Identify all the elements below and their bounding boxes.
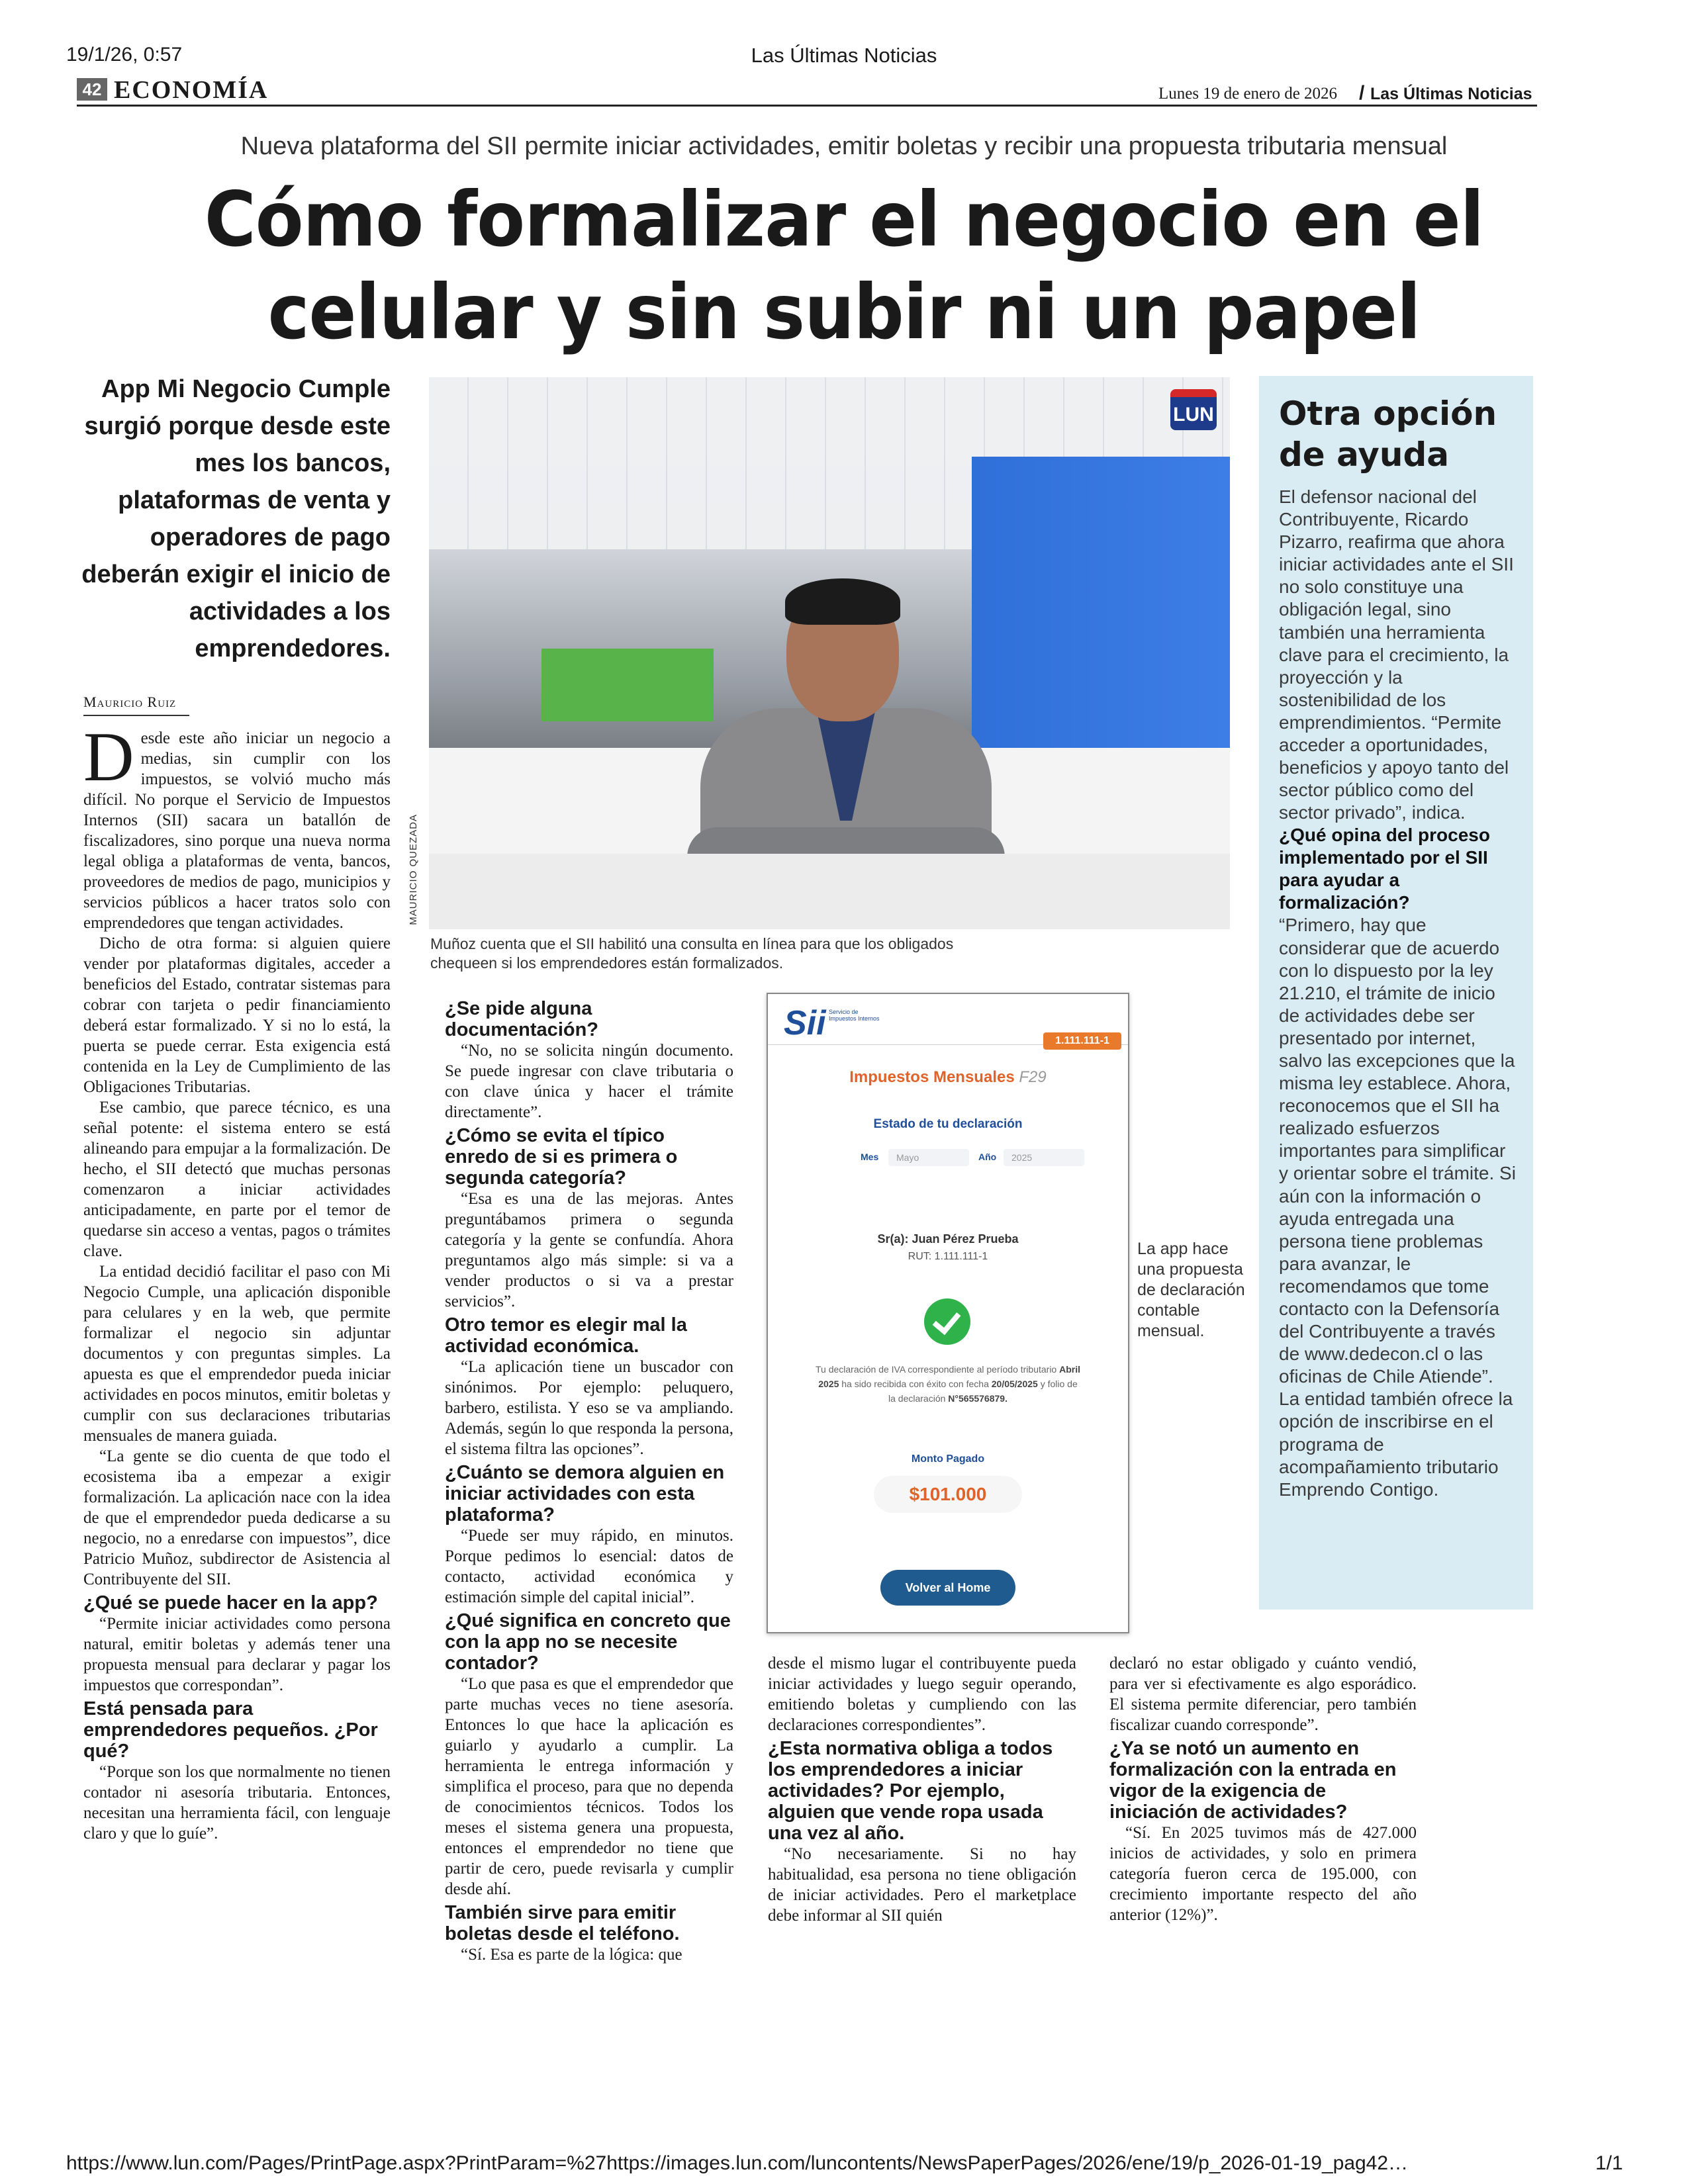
article-column-4 [1109,1653,1417,1925]
sidebar-answer: “Primero, hay que considerar que de acuerdo con lo dispuesto por la ley 21.210, el trámite de inicio de actividades debe ser presentado por internet, salvo las excepciones que la misma ley establece. Ahora, reconocemos que el SII ha realizado esfuerzos importantes para simplificar y orientar sobre el trámite. Si aún con la información o ayuda entregada una persona tiene problemas para avanzar, le recomendamos que tome contacto con la Defensoría del Contribuyente a través de www.dedecon.cl o las oficinas de Chile Atiende”. La entidad también ofrece la opción de inscribirse en el programa de acompañamiento tributario Emprendo Contigo. [1279,915,1516,1500]
interview-question: ¿Qué se puede hacer en la app? [83,1592,378,1614]
note-period: Abril 2025 [818,1364,1080,1389]
interview-answer: “Porque son los que normalmente no tienen contador ni asesoría tributaria. Entonces, necesitan una herramienta fácil, con lenguaje claro y que lo guíe”. [83,1763,391,1843]
interview-answer: “Permite iniciar actividades como persona natural, emitir boletas y además tener una propuesta mensual para declarar y pagar los impuestos que correspondan”. [83,1615,391,1694]
taxpayer-name: Sr(a): Juan Pérez Prueba [877,1232,1019,1246]
paragraph [83,718,391,933]
photo-person [700,576,992,887]
screen-title-text: Impuestos Mensuales [849,1068,1015,1086]
interview-question: Está pensada para emprendedores pequeños. ¿Por qué? [83,1698,378,1762]
article-column-1 [83,718,391,1844]
interview-question: Otro temor es elegir mal la actividad económica. [445,1314,687,1357]
paragraph: declaró no estar obligado y cuánto vendió, para ver si efectivamente es algo esporádico. El sistema permite diferenciar, pero también fiscalizar cuando corresponde”. [1109,1655,1417,1734]
byline-rule [83,715,189,716]
amount-paid-label: Monto Pagado [911,1453,985,1465]
screen-title [768,1068,1128,1087]
note-text: y folio de la declaración [888,1379,1078,1404]
sidebar-title: Otra opción de ayuda [1279,394,1497,474]
interview-answer: “Lo que pasa es que el emprendedor que parte muchas veces no tiene asesoría. Entonces lo que hace la aplicación es guiarlo y ayudarlo a cumplir. La herramienta le entrega información y simplifica el proceso, para que no dependa de conocimientos técnicos. Todos los meses el sistema genera una propuesta, entonces el emprendedor no tiene que partir de cero, puede revisarla y cumplir desde ahí. [445,1675,733,1898]
paragraph: Ese cambio, que parece técnico, es una señal potente: el sistema entero se está alineando para empujar a la formalización. De hecho, el SII detectó que muchas personas comenzaron a iniciar actividades anticipadamente, en parte por el temor de quedarse sin acceso a ventas, pagos o trámites clave. [83,1099,391,1260]
interview-question: ¿Se pide alguna documentación? [445,998,599,1040]
print-page-count: 1/1 [1595,2152,1623,2174]
byline: Mauricio Ruiz [83,694,177,710]
declaration-note [814,1362,1082,1406]
note-text: ha sido recibida con éxito con fecha [839,1379,992,1389]
section-name: ECONOMÍA [114,76,269,104]
interview-answer: “No, no se solicita ningún documento. Se puede ingresar con clave tributaria o con clave única y hacer el trámite directamente”. [445,1042,733,1121]
sidebar-body [1279,486,1517,1501]
photo-green-wall [541,649,714,721]
sii-logo: Sii [784,1004,826,1042]
interview-question: ¿Cómo se evita el típico enredo de si es primera o segunda categoría? [445,1125,678,1189]
interview-answer: “La aplicación tiene un buscador con sinónimos. Por ejemplo: peluquero, barbero, estilista. Y eso se va ampliando. Además, según lo que responda la persona, el sistema filtra las opciones”. [445,1358,733,1458]
year-select[interactable]: 2025 [1004,1149,1084,1166]
article-kicker: Nueva plataforma del SII permite iniciar actividades, emitir boletas y recibir una propuesta tributaria mensual [240,132,1448,160]
paragraph: desde el mismo lugar el contribuyente pueda iniciar actividades y luego seguir operando, emitiendo boletas y cumpliendo con las declaraciones correspondientes”. [768,1655,1076,1734]
photo-caption: Muñoz cuenta que el SII habilitó una consulta en línea para que los obligados chequeen si los emprendedores están formalizados. [430,935,954,972]
paragraph: La entidad decidió facilitar el paso con Mi Negocio Cumple, una aplicación disponible para celulares y en la web, que permite formalizar el negocio sin adjuntar documentos y con preguntas simples. La apuesta es que el emprendedor pueda iniciar actividades en pocos minutos, emitir boletas y cumplir con sus declaraciones tributarias mensuales de manera guiada. [83,1263,391,1445]
interview-answer: “Sí. Esa es parte de la lógica: que [461,1946,682,1964]
interview-question: También sirve para emitir boletas desde el teléfono. [445,1902,680,1944]
interview-answer: “Puede ser muy rápido, en minutos. Porque pedimos lo esencial: datos de contacto, actividad económica y estimación simple del capital inicial”. [445,1527,733,1606]
interview-question: ¿Cuánto se demora alguien en iniciar actividades con esta plataforma? [445,1462,725,1525]
app-screenshot [767,993,1129,1633]
paragraph-text: esde este año iniciar un negocio a medias, sin cumplir con los impuestos, se volvió mucho más difícil. No porque el Servicio de Impuestos Internos (SII) sacara un batallón de fiscalizadores, sino porque una nueva norma legal obliga a plataformas de venta, bancos, proveedores de medios de pago, municipios y servicios públicos a hacer tratos solo con emprendedores que tengan actividades. [83,729,391,932]
back-home-button[interactable]: Volver al Home [880,1570,1015,1606]
screen-subtitle: Estado de tu declaración [873,1117,1023,1131]
taxpayer-rut: RUT: 1.111.111-1 [908,1251,988,1262]
month-select[interactable]: Mayo [888,1149,969,1166]
sidebar-question: ¿Qué opina del proceso implementado por el SII para ayudar a formalización? [1279,825,1490,913]
rut-badge: 1.111.111-1 [1043,1032,1121,1050]
publication-name: Las Últimas Noticias [1370,85,1532,103]
print-url: https://www.lun.com/Pages/PrintPage.aspx?PrintParam=%27https://images.lun.com/luncontents/NewsPaperPages/2026/ene/19/p_2026-01-19_pag42… [66,2152,1409,2174]
photo-credit: MAURICIO QUEZADA [408,814,419,925]
article-column-2 [445,995,733,1965]
paragraph: “La gente se dio cuenta de que todo el ecosistema iba a empezar a exigir formalización. La aplicación nace con la idea de que el emprendedor pueda dedicarse a su negocio, no a enredarse con impuestos”, dice Patricio Muñoz, subdirector de Asistencia al Contribuyente del SII. [83,1447,391,1588]
interview-answer: “No necesariamente. Si no hay habitualidad, esa persona no tiene obligación de iniciar actividades. Pero el marketplace debe informar al SII quién [768,1845,1076,1925]
interview-answer: “Esa es una de las mejoras. Antes preguntábamos primera o segunda categoría y la gente se confundía. Ahora preguntamos algo más simple: si va a vender productos o si va a prestar servicios”. [445,1190,733,1310]
print-page-title: Las Últimas Noticias [751,44,937,67]
article-column-3 [768,1653,1076,1926]
success-check-icon [924,1298,970,1345]
print-datetime: 19/1/26, 0:57 [66,44,183,66]
lun-logo: LUN [1170,389,1217,430]
year-label: Año [978,1152,997,1162]
dropcap: D [83,718,134,796]
article-headline: Cómo formalizar el negocio en el celular y sin subir ni un papel [204,175,1484,356]
page-number: 42 [77,78,107,101]
form-code: F29 [1019,1068,1047,1086]
amount-paid-value: $101.000 [874,1476,1022,1513]
sidebar-paragraph: El defensor nacional del Contribuyente, Ricardo Pizarro, reafirma que ahora iniciar actividades ante el SII no solo constituye una obligación legal, sino también una herramienta clave para el crecimiento, la proyección y la sostenibilidad de los emprendimientos. “Permite acceder a oportunidades, beneficios y apoyo tanto del sector público como del sector privado”, indica. [1279,486,1514,823]
interview-question: ¿Qué significa en concreto que con la app no se necesite contador? [445,1610,731,1674]
photo-foreground-desk [429,854,1230,929]
interview-question: ¿Ya se notó un aumento en formalización con la entrada en vigor de la exigencia de iniciación de actividades? [1109,1738,1397,1823]
sii-logo-subtitle: Servicio de Impuestos Internos [829,1009,880,1022]
article-photo [429,377,1230,929]
month-label: Mes [861,1152,879,1162]
publication-date: Lunes 19 de enero de 2026 [1158,85,1338,103]
app-caption: La app hace una propuesta de declaración contable mensual. [1137,1240,1245,1340]
note-date: 20/05/2025 [991,1379,1038,1389]
paragraph: Dicho de otra forma: si alguien quiere vender por plataformas digitales, acceder a beneficios del Estado, contratar sistemas para cobrar con tarjeta o pedir financiamiento deberá estar formalizado. Y si no lo está, la puerta se puede cerrar. Esta exigencia está contenida en la Ley de Cumplimiento de las Obligaciones Tributarias. [83,934,391,1096]
interview-answer: “Sí. En 2025 tuvimos más de 427.000 inicios de actividades, y solo en primera categoría fueron cerca de 195.000, con crecimiento importante respecto del año anterior (12%)”. [1109,1824,1417,1924]
masthead-separator: / [1359,82,1365,104]
masthead-rule [77,105,1537,107]
article-lead: App Mi Negocio Cumple surgió porque desde este mes los bancos, plataformas de venta y operadores de pago deberán exigir el inicio de actividades a los emprendedores. [81,375,391,662]
person-hair [785,578,900,625]
interview-question: ¿Esta normativa obliga a todos los emprendedores a iniciar actividades? Por ejemplo, alguien que vende ropa usada una vez al año. [768,1738,1053,1844]
note-text: Tu declaración de IVA correspondiente al período tributario [816,1364,1060,1375]
note-folio: N°565576879. [948,1393,1008,1404]
